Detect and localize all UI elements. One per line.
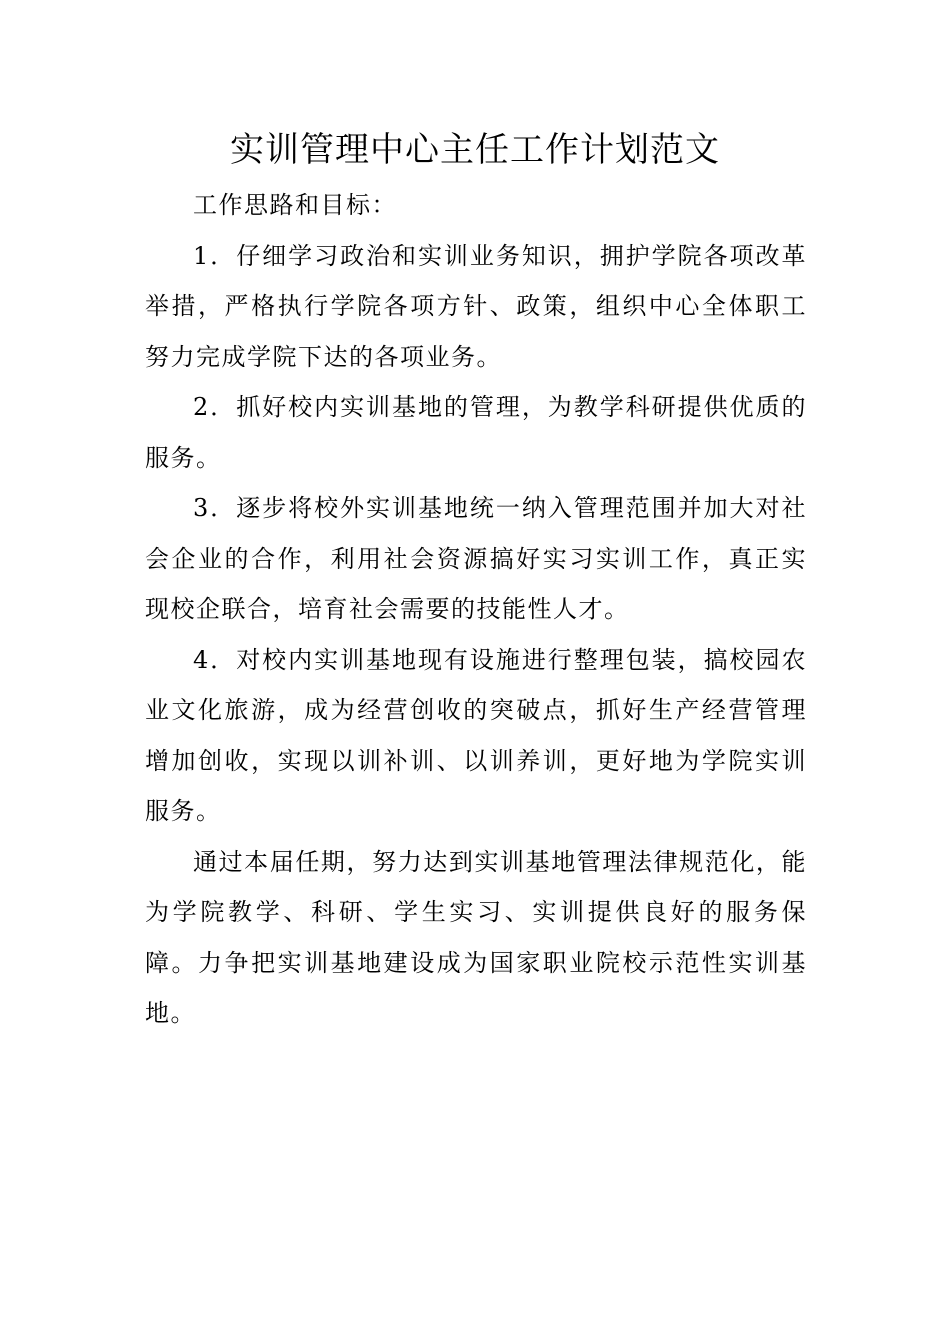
paragraph-item-4: 4．对校内实训基地现有设施进行整理包装，搞校园农业文化旅游，成为经营创收的突破点，抓好生产经营管理增加创收，实现以训补训、以训养训，更好地为学院实训服务。 xyxy=(145,645,807,825)
paragraph-heading: 工作思路和目标： xyxy=(193,191,397,219)
paragraph-item-3: 3．逐步将校外实训基地统一纳入管理范围并加大对社会企业的合作，利用社会资源搞好实习实训工作，真正实现校企联合，培育社会需要的技能性人才。 xyxy=(145,494,807,623)
paragraph-conclusion: 通过本届任期，努力达到实训基地管理法律规范化，能为学院教学、科研、学生实习、实训提供良好的服务保障。力争把实训基地建设成为国家职业院校示范性实训基地。 xyxy=(145,847,807,1027)
document-body xyxy=(145,180,807,1039)
paragraph-item-2: 2．抓好校内实训基地的管理，为教学科研提供优质的服务。 xyxy=(145,393,807,472)
document-title: 实训管理中心主任工作计划范文 xyxy=(230,130,720,170)
paragraph-item-1: 1．仔细学习政治和实训业务知识，拥护学院各项改革举措，严格执行学院各项方针、政策，组织中心全体职工努力完成学院下达的各项业务。 xyxy=(145,241,807,371)
